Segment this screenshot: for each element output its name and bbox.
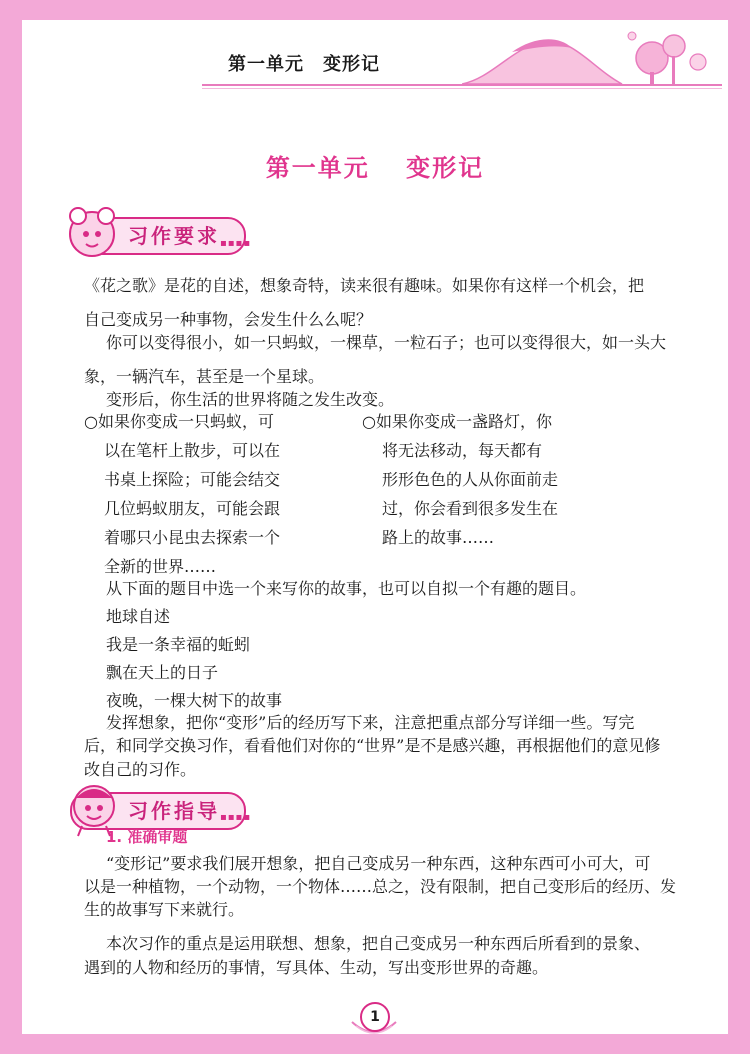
paragraph-line: 后，和同学交换习作，看看他们对你的“世界”是不是感兴趣，再根据他们的意见修	[84, 736, 661, 755]
paragraph-line: 生的故事写下来就行。	[84, 900, 245, 919]
example-left-line: 全新的世界……	[104, 557, 217, 576]
paragraph-line: 你可以变得很小，如一只蚂蚁，一棵草，一粒石子；也可以变得很大，如一头大	[106, 333, 667, 352]
example-right-line: 形形色色的人从你面前走	[382, 470, 559, 489]
paragraph-line: 本次习作的重点是运用联想、想象，把自己变成另一种东西后所看到的景象、	[106, 934, 651, 953]
page-number: 1	[360, 1002, 390, 1032]
example-left-line: ○如果你变成一只蚂蚁，可	[84, 412, 274, 431]
girl-mascot-icon	[62, 206, 122, 262]
page-number-badge	[346, 1000, 402, 1040]
section-label-guidance: 习作指导	[128, 799, 220, 823]
example-right-line: 过，你会看到很多发生在	[382, 499, 559, 518]
paragraph-line: 自己变成另一种事物，会发生什么么呢？	[84, 310, 373, 329]
example-left-line: 以在笔杆上散步，可以在	[104, 441, 281, 460]
choose-instruction: 从下面的题目中选一个来写你的故事，也可以自拟一个有趣的题目。	[106, 579, 587, 598]
paragraph-line: “变形记”要求我们展开想象，把自己变成另一种东西，这种东西可小可大，可	[106, 854, 651, 873]
example-right-line: 路上的故事……	[382, 528, 495, 547]
example-right-line: 将无法移动，每天都有	[382, 441, 543, 460]
subheading: 1. 准确审题	[106, 828, 188, 846]
paragraph-line: 改自己的习作。	[84, 760, 197, 779]
example-left-line: 书桌上探险；可能会结交	[104, 470, 281, 489]
topic-item: 我是一条幸福的蚯蚓	[106, 635, 251, 654]
topic-item: 飘在天上的日子	[106, 663, 219, 682]
example-right-line: ○如果你变成一盏路灯，你	[362, 412, 552, 431]
example-left-line: 几位蚂蚁朋友，可能会跟	[104, 499, 281, 518]
paragraph-line: 以是一种植物，一个动物，一个物体……总之，没有限制，把自己变形后的经历、发	[84, 877, 677, 896]
paragraph-line: 《花之歌》是花的自述，想象奇特，读来很有趣味。如果你有这样一个机会，把	[84, 276, 645, 295]
paragraph-line: 遇到的人物和经历的事情，写具体、生动，写出变形世界的奇趣。	[84, 958, 549, 977]
page	[22, 20, 728, 1034]
mountain-tree-decoration-icon	[462, 28, 722, 88]
running-header: 第一单元 变形记	[228, 54, 380, 75]
topic-item: 地球自述	[106, 607, 171, 626]
paragraph-line: 变形后，你生活的世界将随之发生改变。	[106, 390, 395, 409]
header-rule-thin	[202, 88, 722, 89]
section-label-requirements: 习作要求	[128, 224, 220, 248]
page-title: 第一单元 变形记	[265, 154, 485, 182]
paragraph-line: 象，一辆汽车，甚至是一个星球。	[84, 367, 325, 386]
paragraph-line: 发挥想象，把你“变形”后的经历写下来，注意把重点部分写详细一些。写完	[106, 713, 635, 732]
example-left-line: 着哪只小昆虫去探索一个	[104, 528, 281, 547]
dots-decoration: ▪▪▪▪	[220, 238, 252, 249]
topic-item: 夜晚，一棵大树下的故事	[106, 691, 283, 710]
dots-decoration: ▪▪▪▪	[220, 812, 252, 823]
